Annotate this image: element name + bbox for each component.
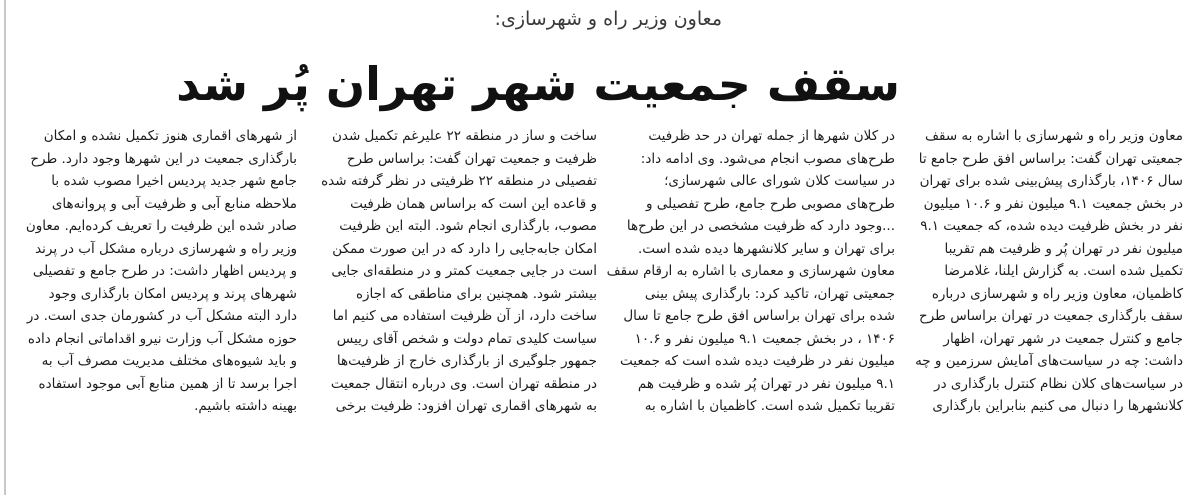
article-headline: سقف جمعیت شهر تهران پُر شد bbox=[176, 57, 900, 111]
article-text-line: در سیاست‌های کلان نظام کنترل بارگذاری در bbox=[934, 375, 1183, 392]
article-text-line: جامع و کنترل جمعیت در شهر تهران، اظهار bbox=[943, 330, 1183, 347]
article-text-line: داشت: چه در سیاست‌های آمایش سرزمین و چه bbox=[915, 353, 1183, 369]
article-text-line: کلانشهرها را دنبال می کنیم بنابراین بارگذاری bbox=[932, 398, 1183, 414]
article-body bbox=[0, 125, 1200, 487]
article-text-line: مصوب، بارگذاری انجام شود. البته این ظرفیت bbox=[339, 218, 597, 234]
article-text-line: و قاعده این است که براساس همان ظرفیت bbox=[350, 195, 597, 212]
article-text-line: طرح‌های مصوب انجام می‌شود. وی ادامه داد: bbox=[640, 150, 895, 167]
article-text-line: در بخش جمعیت ۹.۱ میلیون نفر و ۱۰.۶ میلیون bbox=[923, 195, 1183, 212]
article-text-line: و باید شیوه‌های مختلف مدیریت مصرف آب به bbox=[41, 353, 297, 369]
article-text-line: در سیاست کلان شورای عالی شهرسازی؛ bbox=[664, 173, 895, 189]
article-column-2 bbox=[606, 125, 895, 487]
article-text-line: میلیون نفر در تهران پُر و ظرفیت هم تقریبا bbox=[944, 240, 1183, 257]
article-text-line: تفصیلی در منطقه ۲۲ ظرفیتی در نظر گرفته شده bbox=[321, 173, 597, 189]
article-text-line: از شهرهای اقماری هنوز تکمیل نشده و امکان bbox=[43, 128, 297, 144]
article-text-line: سقف بارگذاری جمعیت در تهران براساس طرح bbox=[919, 308, 1183, 324]
article-column-1 bbox=[915, 125, 1183, 487]
article-text-line: ساخت دارد، از آن ظرفیت استفاده می کنیم اما bbox=[332, 308, 597, 324]
article-column-3 bbox=[317, 125, 597, 487]
article-text-line: ...وجود دارد که ظرفیت مشخصی در این طرح‌ها bbox=[626, 218, 895, 234]
article-text-line: ۱۴۰۶ ، در بخش جمعیت ۹.۱ میلیون نفر و ۱۰.۶ bbox=[634, 330, 895, 347]
article-column-4 bbox=[14, 125, 297, 487]
article-text-line: تکمیل شده است. به گزارش ایلنا، غلامرضا bbox=[944, 263, 1183, 279]
article-kicker: معاون وزیر راه و شهرسازی: bbox=[494, 8, 722, 30]
article-text-line: به شهرهای اقماری تهران افزود: ظرفیت برخی bbox=[335, 398, 597, 414]
article-text-line: وزیر راه و شهرسازی درباره مشکل آب در پرند bbox=[35, 240, 297, 257]
article-text-line: و پردیس اظهار داشت: در طرح جامع و تفصیلی bbox=[32, 263, 297, 279]
article-text-line: اجرا برسد تا از همین منابع آبی موجود استفاده bbox=[38, 375, 297, 392]
article-text-line: جمعیتی تهران گفت: براساس افق طرح جامع تا bbox=[918, 150, 1183, 167]
article-text-line: امکان جابه‌جایی را دارد که در این صورت ممکن bbox=[332, 240, 597, 257]
article-text-line: صادر شده این ظرفیت را تعریف کرده‌ایم. معاون bbox=[25, 218, 297, 234]
article-text-line: برای تهران و سایر کلانشهرها دیده شده است. bbox=[637, 240, 895, 257]
article-text-line: سیاست کلیدی تمام دولت و شخص آقای رییس bbox=[336, 330, 597, 347]
article-text-line: نفر در بخش ظرفیت دیده شده، که جمعیت ۹.۱ bbox=[920, 218, 1183, 234]
article-text-line: ساخت و ساز در منطقه ۲۲ علیرغم تکمیل شدن bbox=[331, 128, 597, 144]
article-text-line: سال ۱۴۰۶، بارگذاری پیش‌بینی شده برای تهران bbox=[919, 173, 1183, 189]
article-text-line: شده برای تهران براساس افق طرح جامع تا سال bbox=[623, 308, 895, 324]
article-text-line: در منطقه تهران است. وی درباره انتقال جمعیت bbox=[330, 375, 597, 392]
article-text-line: جمهور جلوگیری از بارگذاری خارج از ظرفیت‌ها bbox=[336, 353, 597, 369]
article-text-line: کاظمیان، معاون وزیر راه و شهرسازی درباره bbox=[931, 285, 1183, 302]
article-text-line: حوزه مشکل آب وزارت نیرو اقداماتی انجام داده bbox=[27, 330, 297, 347]
article-text-line: جمعیتی تهران، تاکید کرد: بارگذاری پیش بینی bbox=[644, 285, 895, 302]
article-text-line: معاون شهرسازی و معماری با اشاره به ارقام سقف bbox=[606, 263, 895, 279]
article-text-line: جامع شهر جدید پردیس اخیرا مصوب شده با bbox=[51, 173, 297, 189]
article-text-line: تقریبا تکمیل شده است. کاظمیان با اشاره به bbox=[644, 398, 895, 414]
article-text-line: ظرفیت و جمعیت تهران گفت: براساس طرح bbox=[346, 150, 597, 167]
article-text-line: میلیون نفر در ظرفیت دیده شده است که جمعیت bbox=[620, 353, 895, 369]
article-text-line: شهرهای پرند و پردیس امکان بارگذاری وجود bbox=[48, 285, 297, 302]
article-text-line: طرح‌های مصوبی طرح جامع، طرح تفصیلی و bbox=[645, 195, 895, 212]
article-text-line: بارگذاری جمعیت در این شهرها وجود دارد. طرح bbox=[30, 150, 297, 167]
article-text-line: ۹.۱ میلیون نفر در تهران پُر شده و ظرفیت هم bbox=[637, 375, 895, 392]
article-text-line: در کلان شهرها از جمله تهران در حد ظرفیت bbox=[648, 128, 895, 144]
article-text-line: معاون وزیر راه و شهرسازی با اشاره به سقف bbox=[925, 128, 1183, 144]
article-text-line: بهینه داشته باشیم. bbox=[194, 398, 297, 414]
article-text-line: دارد البته مشکل آب در کشورمان جدی است. در bbox=[26, 308, 297, 324]
article-text-line: بیشتر شود. همچنین برای مناطقی که اجازه bbox=[355, 285, 597, 302]
article-text-line: ملاحظه منابع آبی و ظرفیت آبی و پروانه‌های bbox=[51, 195, 297, 212]
article-text-line: است در جایی جمعیت کمتر و در منطقه‌ای جایی bbox=[331, 263, 597, 279]
